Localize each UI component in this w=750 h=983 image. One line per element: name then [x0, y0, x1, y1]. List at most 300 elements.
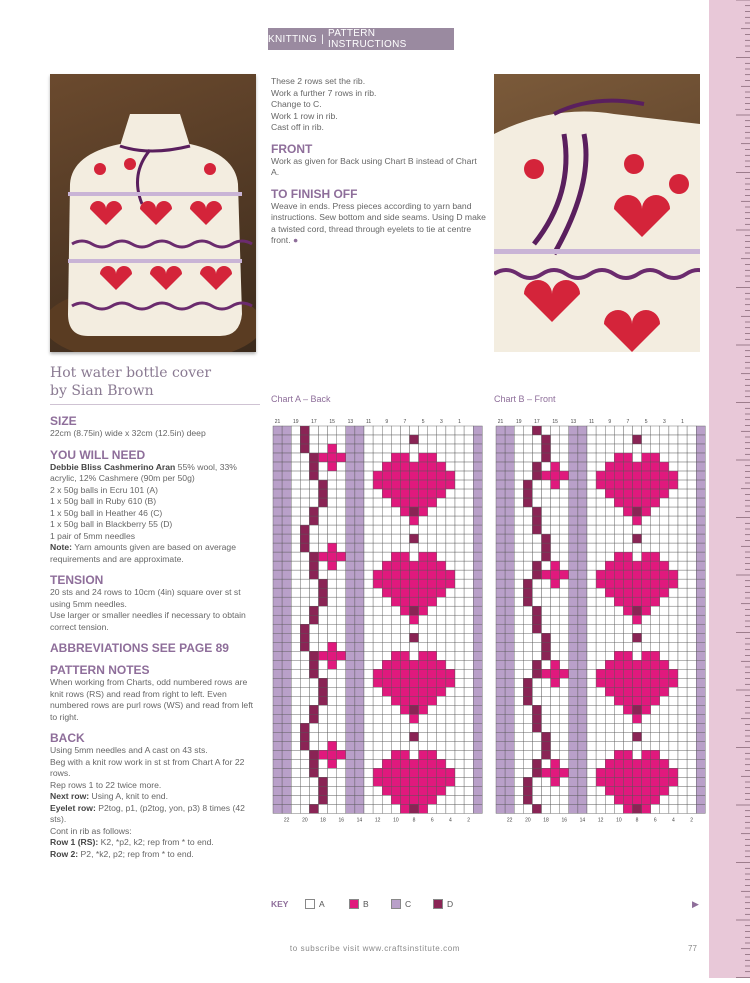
chart-cell [309, 678, 318, 687]
chart-cell [473, 714, 482, 723]
chart-cell [532, 759, 541, 768]
chart-cell [496, 804, 505, 813]
chart-cell [455, 705, 464, 714]
chart-cell [614, 462, 623, 471]
chart-cell [633, 543, 642, 552]
chart-cell [578, 597, 587, 606]
chart-cell [446, 462, 455, 471]
chart-cell [678, 489, 687, 498]
chart-cell [319, 525, 328, 534]
chart-cell [373, 480, 382, 489]
chart-cell [542, 768, 551, 777]
chart-cell [437, 471, 446, 480]
chart-cell [633, 777, 642, 786]
chart-cell [437, 804, 446, 813]
chart-cell [623, 426, 632, 435]
chart-cell [496, 795, 505, 804]
chart-cell [605, 471, 614, 480]
chart-cell [300, 714, 309, 723]
chart-cell [633, 768, 642, 777]
chart-cell [560, 750, 569, 759]
chart-cell [596, 570, 605, 579]
chart-cell [328, 435, 337, 444]
chart-cell [319, 552, 328, 561]
chart-cell [505, 435, 514, 444]
chart-cell [578, 669, 587, 678]
chart-cell [419, 804, 428, 813]
chart-cell [382, 489, 391, 498]
chart-cell [696, 732, 705, 741]
chart-cell [446, 453, 455, 462]
chart-cell [587, 561, 596, 570]
chart-cell [633, 705, 642, 714]
chart-cell [642, 642, 651, 651]
chart-cell [642, 453, 651, 462]
chart-cell [669, 498, 678, 507]
chart-cell [651, 462, 660, 471]
chart-cell [696, 678, 705, 687]
chart-cell [410, 786, 419, 795]
chart-cell [391, 435, 400, 444]
materials-heading: YOU WILL NEED [50, 447, 146, 462]
chart-cell [273, 777, 282, 786]
key-label: KEY [271, 899, 289, 909]
key-item-a [305, 899, 325, 909]
material-line: 1 pair of 5mm needles [50, 530, 136, 541]
chart-cell [382, 498, 391, 507]
chart-cell [328, 543, 337, 552]
chart-cell [309, 615, 318, 624]
chart-cell [291, 687, 300, 696]
chart-cell [373, 516, 382, 525]
chart-cell [542, 714, 551, 723]
chart-cell [328, 705, 337, 714]
chart-cell [428, 606, 437, 615]
tension-line: Use larger or smaller needles if necessary to obtain correct tension. [50, 610, 246, 632]
chart-cell [687, 678, 696, 687]
chart-cell [373, 489, 382, 498]
chart-cell [455, 714, 464, 723]
section-label: KNITTING [268, 33, 318, 45]
chart-cell [651, 660, 660, 669]
chart-cell [282, 651, 291, 660]
chart-cell [532, 660, 541, 669]
chart-cell [328, 678, 337, 687]
chart-cell [551, 660, 560, 669]
chart-cell [373, 723, 382, 732]
chart-cell [505, 570, 514, 579]
chart-cell [660, 651, 669, 660]
chart-cell [400, 687, 409, 696]
chart-cell [651, 759, 660, 768]
chart-cell [455, 516, 464, 525]
chart-cell [364, 498, 373, 507]
chart-cell [319, 444, 328, 453]
chart-cell [400, 480, 409, 489]
chart-cell [560, 705, 569, 714]
chart-cell [455, 597, 464, 606]
chart-cell [355, 705, 364, 714]
chart-cell [687, 633, 696, 642]
chart-cell [355, 543, 364, 552]
chart-cell [505, 471, 514, 480]
chart-cell [282, 804, 291, 813]
chart-cell [373, 786, 382, 795]
chart-cell [291, 462, 300, 471]
chart-cell [273, 543, 282, 552]
chart-cell [291, 732, 300, 741]
chart-cell [428, 795, 437, 804]
chart-cell [505, 687, 514, 696]
chart-cell [514, 669, 523, 678]
chart-cell [337, 687, 346, 696]
chart-cell [273, 768, 282, 777]
chart-cell [596, 597, 605, 606]
chart-cell [400, 579, 409, 588]
chart-cell [282, 687, 291, 696]
chart-cell [364, 489, 373, 498]
chart-cell [337, 633, 346, 642]
chart-cell [623, 705, 632, 714]
chart-cell [551, 795, 560, 804]
chart-cell [687, 516, 696, 525]
chart-cell [696, 741, 705, 750]
chart-cell [669, 804, 678, 813]
chart-cell [446, 768, 455, 777]
chart-cell [319, 795, 328, 804]
chart-cell [505, 750, 514, 759]
chart-cell [291, 588, 300, 597]
chart-cell [346, 516, 355, 525]
chart-cell [428, 453, 437, 462]
chart-cell [578, 705, 587, 714]
chart-cell [273, 471, 282, 480]
chart-cell [496, 435, 505, 444]
chart-cell [614, 561, 623, 570]
chart-col-label: 4 [672, 817, 675, 824]
page-number: 77 [688, 944, 697, 953]
chart-cell [532, 480, 541, 489]
chart-cell [587, 588, 596, 597]
chart-cell [437, 453, 446, 462]
chart-cell [660, 750, 669, 759]
chart-cell [419, 651, 428, 660]
chart-cell [419, 624, 428, 633]
chart-cell [473, 615, 482, 624]
chart-cell [373, 579, 382, 588]
chart-cell [355, 669, 364, 678]
chart-cell [346, 750, 355, 759]
chart-cell [382, 678, 391, 687]
chart-cell [623, 669, 632, 678]
key-swatch [305, 899, 315, 909]
chart-cell [660, 669, 669, 678]
chart-cell [309, 534, 318, 543]
chart-cell [337, 489, 346, 498]
chart-cell [391, 588, 400, 597]
chart-cell [337, 525, 346, 534]
chart-cell [319, 597, 328, 606]
chart-cell [551, 426, 560, 435]
yarn-desc: 55% wool, 33% acrylic, 12% Cashmere (90m per 50g) [50, 461, 237, 483]
chart-cell [569, 525, 578, 534]
chart-cell [633, 507, 642, 516]
chart-cell [542, 444, 551, 453]
chart-cell [660, 480, 669, 489]
chart-cell [364, 714, 373, 723]
chart-cell [328, 552, 337, 561]
chart-cell [605, 552, 614, 561]
chart-cell [551, 786, 560, 795]
chart-cell [532, 453, 541, 462]
chart-cell [669, 552, 678, 561]
chart-cell [678, 732, 687, 741]
chart-cell [309, 804, 318, 813]
chart-cell [455, 588, 464, 597]
chart-cell [291, 606, 300, 615]
chart-cell [605, 435, 614, 444]
chart-cell [400, 741, 409, 750]
chart-cell [660, 723, 669, 732]
chart-cell [419, 435, 428, 444]
chart-cell [382, 723, 391, 732]
chart-cell [696, 795, 705, 804]
abbreviations-section [50, 641, 262, 655]
chart-cell [382, 705, 391, 714]
chart-cell [587, 795, 596, 804]
finish-heading: TO FINISH OFF [271, 186, 358, 201]
chart-cell [596, 516, 605, 525]
chart-cell [642, 516, 651, 525]
chart-cell [551, 435, 560, 444]
key-code: C [405, 899, 412, 909]
chart-cell [319, 687, 328, 696]
chart-cell [496, 525, 505, 534]
chart-cell [514, 768, 523, 777]
chart-cell [569, 588, 578, 597]
chart-cell [551, 453, 560, 462]
chart-cell [696, 498, 705, 507]
chart-cell [587, 498, 596, 507]
chart-cell [587, 624, 596, 633]
chart-cell [696, 723, 705, 732]
chart-cell [328, 453, 337, 462]
chart-cell [514, 633, 523, 642]
chart-cell [282, 534, 291, 543]
chart-cell [542, 579, 551, 588]
chart-cell [687, 426, 696, 435]
chart-cell [587, 543, 596, 552]
chart-cell [419, 480, 428, 489]
chart-cell [382, 651, 391, 660]
chart-cell [410, 435, 419, 444]
chart-cell [678, 705, 687, 714]
chart-col-label: 7 [403, 419, 407, 425]
chart-cell [542, 777, 551, 786]
chart-cell [578, 498, 587, 507]
chart-cell [623, 597, 632, 606]
chart-cell [410, 804, 419, 813]
chart-cell [687, 525, 696, 534]
chart-cell [473, 633, 482, 642]
chart-cell [291, 669, 300, 678]
chart-cell [291, 516, 300, 525]
chart-cell [410, 777, 419, 786]
chart-cell [642, 669, 651, 678]
chart-cell [651, 552, 660, 561]
chart-cell [560, 570, 569, 579]
chart-cell [669, 615, 678, 624]
chart-cell [355, 777, 364, 786]
chart-cell [282, 678, 291, 687]
chart-cell [400, 543, 409, 552]
material-line: 1 x 50g ball in Blackberry 55 (D) [50, 519, 173, 529]
chart-cell [355, 795, 364, 804]
chart-cell [551, 732, 560, 741]
chart-cell [428, 750, 437, 759]
chart-cell [587, 696, 596, 705]
chart-cell [273, 678, 282, 687]
chart-cell [464, 426, 473, 435]
chart-cell [391, 498, 400, 507]
chart-cell [560, 435, 569, 444]
chart-cell [532, 642, 541, 651]
chart-cell [605, 714, 614, 723]
chart-cell [669, 633, 678, 642]
chart-cell [578, 426, 587, 435]
chart-cell [496, 534, 505, 543]
chart-cell [651, 525, 660, 534]
chart-cell [614, 759, 623, 768]
chart-cell [687, 786, 696, 795]
chart-cell [678, 759, 687, 768]
chart-cell [364, 597, 373, 606]
chart-cell [437, 498, 446, 507]
chart-cell [687, 543, 696, 552]
chart-cell [614, 444, 623, 453]
chart-cell [419, 696, 428, 705]
chart-col-label: 16 [561, 817, 568, 824]
chart-cell [400, 624, 409, 633]
chart-cell [464, 489, 473, 498]
chart-cell [282, 768, 291, 777]
chart-cell [373, 570, 382, 579]
chart-cell [300, 705, 309, 714]
chart-cell [633, 426, 642, 435]
chart-cell [355, 804, 364, 813]
chart-cell [328, 597, 337, 606]
chart-cell [446, 471, 455, 480]
chart-cell [464, 678, 473, 687]
chart-cell [496, 579, 505, 588]
chart-cell [614, 480, 623, 489]
chart-cell [660, 444, 669, 453]
chart-cell [319, 453, 328, 462]
chart-cell [473, 525, 482, 534]
chart-cell [273, 579, 282, 588]
chart-cell [464, 462, 473, 471]
chart-cell [669, 471, 678, 480]
chart-cell [696, 525, 705, 534]
chart-cell [337, 507, 346, 516]
chart-cell [437, 561, 446, 570]
chart-cell [464, 723, 473, 732]
chart-cell [382, 624, 391, 633]
chart-cell [505, 714, 514, 723]
chart-cell [273, 552, 282, 561]
pattern-author: by Sian Brown [50, 383, 154, 399]
chart-cell [633, 435, 642, 444]
chart-cell [596, 489, 605, 498]
chart-cell [578, 606, 587, 615]
chart-cell [505, 624, 514, 633]
chart-cell [309, 453, 318, 462]
chart-cell [446, 624, 455, 633]
chart-cell [455, 579, 464, 588]
chart-cell [464, 552, 473, 561]
chart-cell [473, 741, 482, 750]
instr-label: Row 1 (RS): [50, 837, 99, 847]
chart-cell [300, 723, 309, 732]
chart-cell [464, 660, 473, 669]
chart-cell [464, 588, 473, 597]
chart-cell [428, 534, 437, 543]
chart-cell [328, 444, 337, 453]
chart-cell [437, 750, 446, 759]
chart-cell [355, 750, 364, 759]
chart-cell [428, 498, 437, 507]
chart-cell [455, 696, 464, 705]
chart-cell [523, 633, 532, 642]
chart-cell [560, 498, 569, 507]
chart-cell [400, 651, 409, 660]
chart-cell [651, 543, 660, 552]
chart-cell [373, 525, 382, 534]
chart-cell [419, 471, 428, 480]
ruler-decoration [709, 0, 750, 978]
chart-cell [642, 732, 651, 741]
chart-cell [596, 750, 605, 759]
chart-cell [651, 696, 660, 705]
chart-cell [337, 426, 346, 435]
chart-cell [578, 579, 587, 588]
chart-cell [455, 498, 464, 507]
chart-cell [569, 471, 578, 480]
chart-cell [346, 723, 355, 732]
chart-cell [687, 768, 696, 777]
chart-cell [410, 732, 419, 741]
chart-cell [514, 597, 523, 606]
chart-cell [382, 471, 391, 480]
chart-cell [560, 669, 569, 678]
chart-cell [614, 435, 623, 444]
chart-cell [687, 660, 696, 669]
chart-cell [523, 588, 532, 597]
chart-cell [364, 741, 373, 750]
chart-cell [419, 552, 428, 561]
chart-cell [382, 579, 391, 588]
chart-cell [496, 624, 505, 633]
chart-cell [614, 588, 623, 597]
chart-cell [532, 696, 541, 705]
chart-cell [569, 705, 578, 714]
chart-cell [364, 660, 373, 669]
chart-cell [569, 561, 578, 570]
chart-cell [614, 696, 623, 705]
chart-cell [551, 696, 560, 705]
chart-cell [623, 615, 632, 624]
chart-cell [273, 435, 282, 444]
